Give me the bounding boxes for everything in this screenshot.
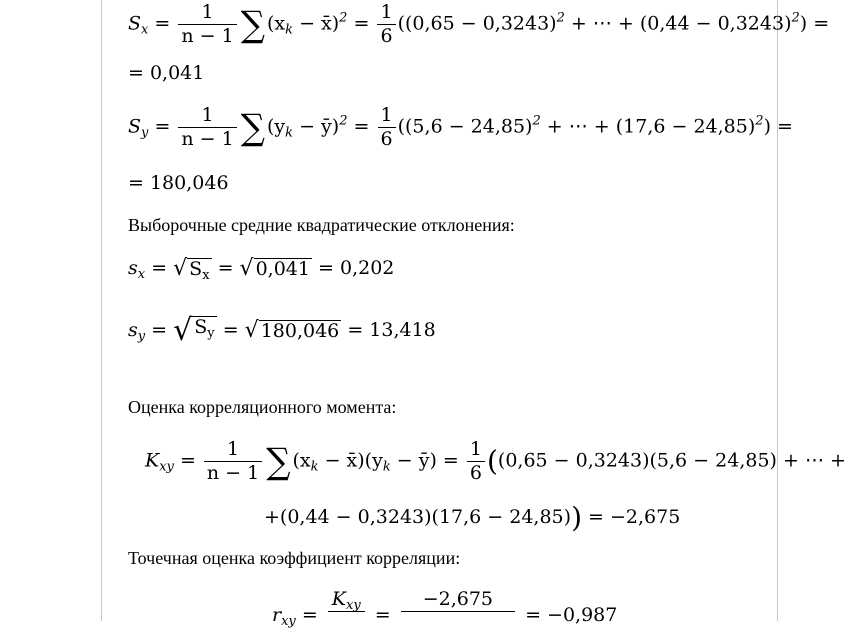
sx-pow1: 2	[556, 10, 565, 26]
kxy-coef-fraction	[467, 440, 485, 483]
sy-fraction	[178, 106, 236, 149]
rxy-fraction1	[328, 590, 365, 612]
kxy-lhs: K	[145, 449, 160, 472]
sy-frac-den: n − 1	[181, 128, 234, 150]
sy-std-rad-var: S	[194, 316, 208, 338]
page-margin-left	[101, 0, 102, 621]
sy-expr2: + ⋯ + (17,6 − 24,85)	[540, 115, 756, 138]
sy-std-lhs: s	[128, 319, 138, 341]
sx-term-open: (x	[267, 12, 286, 35]
corr-moment-heading: Оценка корреляционного момента:	[128, 397, 397, 417]
kxy-coef-num: 1	[467, 440, 485, 462]
sx-term-mid: − x̄)	[293, 12, 340, 35]
sx-term-sub: k	[285, 22, 294, 38]
rxy-lhs-sub: xy	[281, 614, 296, 629]
sy-std-eq1: =	[151, 319, 168, 341]
sx-lhs: S	[128, 12, 142, 35]
sum-symbol: ∑	[266, 440, 291, 483]
kxy-formula	[145, 440, 846, 483]
sx-coef-fraction	[377, 3, 395, 46]
sx-std-result: = 0,202	[318, 257, 395, 279]
sqrt-symbol: √ 0,041	[239, 256, 310, 281]
kxy-frac-num: 1	[204, 440, 262, 462]
kxy-term-close: − ȳ) =	[390, 449, 459, 472]
sx-coef-den: 6	[380, 25, 393, 47]
kxy-line1-expr: (0,65 − 0,3243)(5,6 − 24,85) + ⋯ +	[497, 449, 846, 472]
sy-coef-num: 1	[378, 106, 396, 128]
sy-term-open: (y	[267, 115, 286, 138]
kxy-coef-den: 6	[469, 462, 482, 484]
big-paren-open: (	[486, 444, 498, 478]
sx-std-rad-sub: x	[202, 268, 210, 283]
sy-std-eq2: =	[222, 319, 239, 341]
sy-std-rad-value: 180,046	[260, 320, 340, 342]
sx-eq-sign-2: =	[353, 12, 370, 35]
sx-std-eq1: =	[151, 257, 168, 279]
sx-frac-den: n − 1	[181, 25, 234, 47]
sy-std-result: = 13,418	[347, 319, 436, 341]
sx-lhs-sub: x	[141, 22, 149, 38]
corr-coef-heading: Точечная оценка коэффициент корреляции:	[128, 548, 461, 568]
sx-fraction	[178, 3, 236, 46]
sy-coef-fraction	[378, 106, 396, 149]
sy-pow1: 2	[532, 113, 541, 129]
sx-frac-num: 1	[178, 3, 236, 25]
rxy-frac2-num: −2,675	[401, 590, 515, 612]
sx-expr2: + ⋯ + (0,44 − 0,3243)	[564, 12, 792, 35]
sy-term-sub: k	[285, 125, 294, 141]
sx-formula	[128, 3, 829, 46]
sqrt-symbol: √ $S_y$	[173, 313, 215, 348]
rxy-frac1-num: K	[331, 588, 346, 610]
kxy-term-open: (x	[292, 449, 311, 472]
sy-expr3: ) =	[763, 115, 793, 138]
rxy-fraction2	[401, 590, 515, 612]
sy-eq-sign: =	[154, 115, 171, 138]
sy-frac-num: 1	[178, 106, 236, 128]
sy-lhs: S	[128, 115, 142, 138]
kxy-line2-result: = −2,675	[582, 506, 681, 528]
sx-result: = 0,041	[128, 62, 205, 84]
std-heading: Выборочные средние квадратические отклонения:	[128, 215, 515, 235]
sy-result: = 180,046	[128, 172, 229, 194]
rxy-formula	[272, 588, 618, 629]
sy-lhs-sub: y	[141, 125, 149, 141]
sx-coef-num: 1	[377, 3, 395, 25]
page-margin-right	[777, 0, 778, 621]
rxy-lhs: r	[272, 604, 282, 626]
sy-term-mid: − ȳ)	[293, 115, 340, 138]
sx-std-formula	[128, 256, 395, 283]
rxy-eq-sign-2: =	[374, 604, 391, 626]
kxy-line2-expr: +(0,44 − 0,3243)(17,6 − 24,85)	[264, 506, 572, 528]
sx-eq-sign: =	[154, 12, 171, 35]
sx-std-rad-value: 0,041	[255, 258, 310, 280]
kxy-term-mid: − x̄)(y	[318, 449, 383, 472]
sy-pow2: 2	[755, 113, 764, 129]
sx-term-pow: 2	[339, 10, 348, 26]
sy-coef-den: 6	[380, 128, 393, 150]
sx-pow2: 2	[791, 10, 800, 26]
kxy-eq-sign: =	[179, 449, 196, 472]
sqrt-symbol: √ 180,046	[244, 318, 340, 343]
kxy-line2	[264, 501, 681, 534]
big-paren-close: )	[571, 501, 582, 534]
kxy-term-sub2: k	[382, 459, 391, 475]
kxy-lhs-sub: xy	[159, 459, 174, 475]
sy-eq-sign-2: =	[353, 115, 370, 138]
kxy-frac-den: n − 1	[206, 462, 260, 484]
sum-symbol: ∑	[240, 3, 265, 46]
rxy-eq-sign: =	[301, 604, 318, 626]
sx-std-lhs: s	[128, 257, 138, 279]
rxy-frac1-num-sub: xy	[346, 598, 361, 613]
sx-std-rad-var: S	[189, 258, 203, 280]
sy-formula	[128, 106, 793, 149]
kxy-fraction	[204, 440, 262, 483]
rxy-result: = −0,987	[525, 604, 618, 626]
sum-symbol: ∑	[240, 106, 266, 149]
sy-std-formula	[128, 313, 436, 348]
sy-term-pow: 2	[339, 113, 348, 129]
sqrt-symbol: √ $S_x$	[173, 256, 210, 283]
sy-std-lhs-sub: y	[137, 329, 146, 344]
sx-expr3: ) =	[799, 12, 830, 35]
sx-expr1: ((0,65 − 0,3243)	[397, 12, 557, 35]
sy-std-rad-sub: y	[207, 326, 215, 341]
sx-std-lhs-sub: x	[137, 267, 146, 282]
sy-expr1: ((5,6 − 24,85)	[397, 115, 533, 138]
sx-std-eq2: =	[217, 257, 234, 279]
kxy-term-sub: k	[310, 459, 319, 475]
